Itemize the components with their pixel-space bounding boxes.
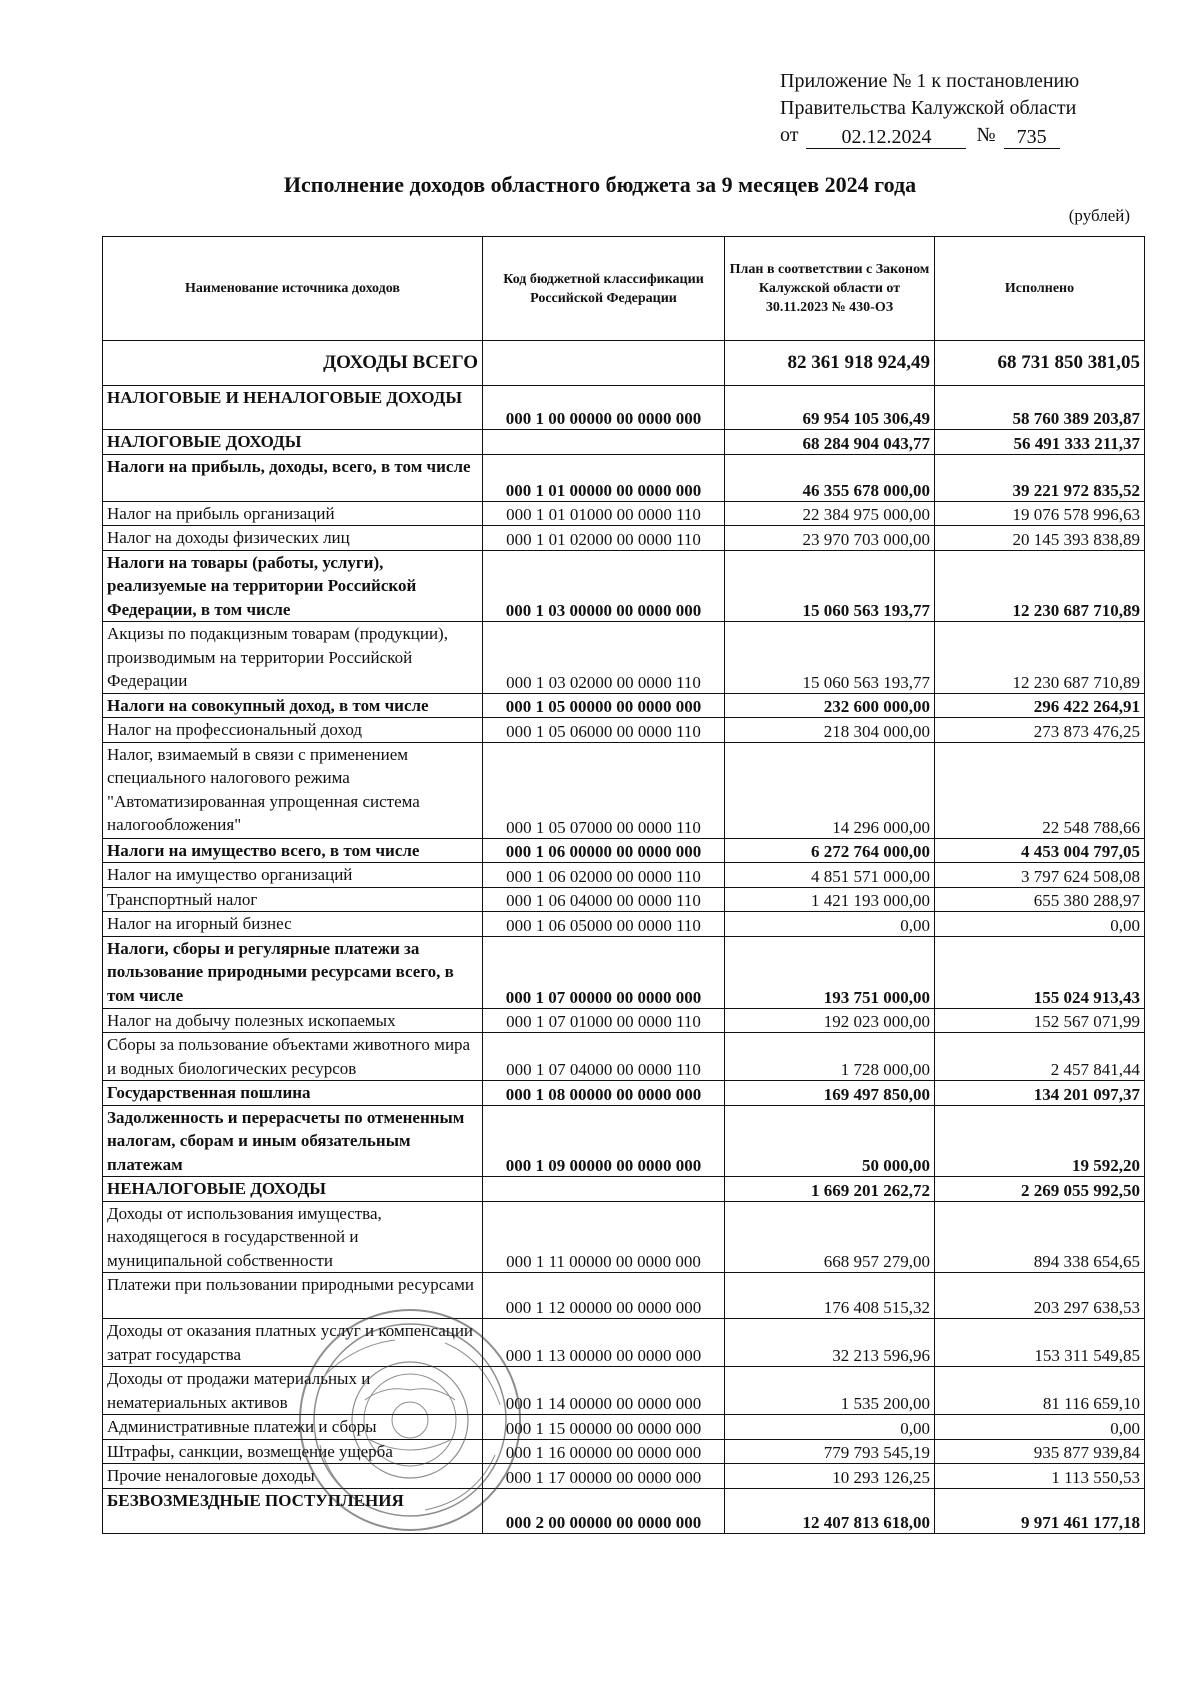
- col-header-code: Код бюджетной классификации Российской Федерации: [483, 237, 725, 341]
- row-done: 58 760 389 203,87: [935, 386, 1145, 430]
- row-name: Налог на имущество организаций: [103, 863, 483, 888]
- row-done: 12 230 687 710,89: [935, 622, 1145, 694]
- row-done: 19 076 578 996,63: [935, 501, 1145, 526]
- row-plan: 169 497 850,00: [725, 1081, 935, 1106]
- row-code: 000 1 07 01000 00 0000 110: [483, 1008, 725, 1033]
- row-name: Сборы за пользование объектами животного мира и водных биологических ресурсов: [103, 1033, 483, 1081]
- row-code: 000 1 11 00000 00 0000 000: [483, 1201, 725, 1273]
- row-done: 56 491 333 211,37: [935, 430, 1145, 455]
- row-plan: 82 361 918 924,49: [725, 341, 935, 386]
- row-done: 2 269 055 992,50: [935, 1177, 1145, 1202]
- row-code: [483, 1177, 725, 1202]
- row-plan: 176 408 515,32: [725, 1273, 935, 1319]
- row-done: 655 380 288,97: [935, 887, 1145, 912]
- table-header-row: [103, 237, 1145, 341]
- row-plan: 46 355 678 000,00: [725, 454, 935, 501]
- row-done: 153 311 549,85: [935, 1319, 1145, 1367]
- row-code: 000 1 13 00000 00 0000 000: [483, 1319, 725, 1367]
- row-plan: 193 751 000,00: [725, 936, 935, 1008]
- table-row: [103, 341, 1145, 386]
- row-code: 000 1 08 00000 00 0000 000: [483, 1081, 725, 1106]
- table-row: [103, 718, 1145, 743]
- row-done: 134 201 097,37: [935, 1081, 1145, 1106]
- row-name: Налоги, сборы и регулярные платежи за пользование природными ресурсами всего, в том числе: [103, 936, 483, 1008]
- row-name: Налог на прибыль организаций: [103, 501, 483, 526]
- row-name: Транспортный налог: [103, 887, 483, 912]
- table-row: [103, 1201, 1145, 1273]
- row-code: 000 1 06 05000 00 0000 110: [483, 912, 725, 937]
- row-code: 000 1 06 02000 00 0000 110: [483, 863, 725, 888]
- row-done: 203 297 638,53: [935, 1273, 1145, 1319]
- table-row: [103, 1177, 1145, 1202]
- row-plan: 192 023 000,00: [725, 1008, 935, 1033]
- row-done: 0,00: [935, 912, 1145, 937]
- row-plan: 10 293 126,25: [725, 1464, 935, 1489]
- row-name: НАЛОГОВЫЕ И НЕНАЛОГОВЫЕ ДОХОДЫ: [103, 386, 483, 430]
- row-plan: 68 284 904 043,77: [725, 430, 935, 455]
- row-done: 12 230 687 710,89: [935, 550, 1145, 622]
- units-label: (рублей): [1068, 206, 1130, 225]
- row-plan: 779 793 545,19: [725, 1439, 935, 1464]
- table-row: [103, 622, 1145, 694]
- row-name: Акцизы по подакцизным товарам (продукции), производимым на территории Российской Федерации: [103, 622, 483, 694]
- row-code: 000 1 07 00000 00 0000 000: [483, 936, 725, 1008]
- row-name: Доходы от использования имущества, находящегося в государственной и муниципальной собственности: [103, 1201, 483, 1273]
- row-plan: 15 060 563 193,77: [725, 622, 935, 694]
- row-code: [483, 430, 725, 455]
- row-plan: 218 304 000,00: [725, 718, 935, 743]
- row-plan: 14 296 000,00: [725, 742, 935, 838]
- row-done: 894 338 654,65: [935, 1201, 1145, 1273]
- row-plan: 50 000,00: [725, 1105, 935, 1177]
- row-name: НАЛОГОВЫЕ ДОХОДЫ: [103, 430, 483, 455]
- row-code: 000 1 16 00000 00 0000 000: [483, 1439, 725, 1464]
- row-code: [483, 341, 725, 386]
- row-name: Налоги на прибыль, доходы, всего, в том числе: [103, 454, 483, 501]
- row-name: БЕЗВОЗМЕЗДНЫЕ ПОСТУПЛЕНИЯ: [103, 1488, 483, 1533]
- revenue-table: [102, 236, 1145, 1534]
- row-code: 000 1 03 02000 00 0000 110: [483, 622, 725, 694]
- row-plan: 1 669 201 262,72: [725, 1177, 935, 1202]
- row-name: Налоги на товары (работы, услуги), реализуемые на территории Российской Федерации, в том числе: [103, 550, 483, 622]
- table-row: [103, 1415, 1145, 1440]
- table-row: [103, 1439, 1145, 1464]
- table-row: [103, 430, 1145, 455]
- row-plan: 0,00: [725, 1415, 935, 1440]
- table-row: [103, 1367, 1145, 1415]
- row-done: 155 024 913,43: [935, 936, 1145, 1008]
- row-name: Налог на профессиональный доход: [103, 718, 483, 743]
- row-name: Платежи при пользовании природными ресурсами: [103, 1273, 483, 1319]
- row-done: 19 592,20: [935, 1105, 1145, 1177]
- row-name: Налог на игорный бизнес: [103, 912, 483, 937]
- row-done: 935 877 939,84: [935, 1439, 1145, 1464]
- row-code: 000 1 05 00000 00 0000 000: [483, 693, 725, 718]
- row-code: 000 1 14 00000 00 0000 000: [483, 1367, 725, 1415]
- row-done: 152 567 071,99: [935, 1008, 1145, 1033]
- table-row: [103, 1273, 1145, 1319]
- row-done: 296 422 264,91: [935, 693, 1145, 718]
- table-row: [103, 550, 1145, 622]
- row-code: 000 1 06 04000 00 0000 110: [483, 887, 725, 912]
- appendix-line-2: Правительства Калужской области: [780, 97, 1077, 119]
- table-row: [103, 1033, 1145, 1081]
- table-row: [103, 454, 1145, 501]
- row-plan: 6 272 764 000,00: [725, 838, 935, 863]
- document-title: Исполнение доходов областного бюджета за 9 месяцев 2024 года: [283, 172, 917, 197]
- row-done: 4 453 004 797,05: [935, 838, 1145, 863]
- row-plan: 4 851 571 000,00: [725, 863, 935, 888]
- row-done: 1 113 550,53: [935, 1464, 1145, 1489]
- row-name: Штрафы, санкции, возмещение ущерба: [103, 1439, 483, 1464]
- resolution-date: 02.12.2024: [806, 126, 966, 149]
- row-name: Государственная пошлина: [103, 1081, 483, 1106]
- row-code: 000 1 05 06000 00 0000 110: [483, 718, 725, 743]
- row-plan: 0,00: [725, 912, 935, 937]
- appendix-header: [780, 68, 1140, 149]
- row-name: Доходы от оказания платных услуг и компенсации затрат государства: [103, 1319, 483, 1367]
- table-row: [103, 1008, 1145, 1033]
- row-code: 000 1 07 04000 00 0000 110: [483, 1033, 725, 1081]
- from-label: от: [780, 124, 799, 146]
- row-plan: 1 728 000,00: [725, 1033, 935, 1081]
- row-code: 000 1 05 07000 00 0000 110: [483, 742, 725, 838]
- row-name: Административные платежи и сборы: [103, 1415, 483, 1440]
- row-name: Прочие неналоговые доходы: [103, 1464, 483, 1489]
- row-done: 81 116 659,10: [935, 1367, 1145, 1415]
- row-name: Налог на доходы физических лиц: [103, 526, 483, 551]
- row-name: Налоги на имущество всего, в том числе: [103, 838, 483, 863]
- row-done: 0,00: [935, 1415, 1145, 1440]
- row-code: 000 1 00 00000 00 0000 000: [483, 386, 725, 430]
- row-done: 68 731 850 381,05: [935, 341, 1145, 386]
- row-done: 20 145 393 838,89: [935, 526, 1145, 551]
- row-done: 2 457 841,44: [935, 1033, 1145, 1081]
- table-row: [103, 386, 1145, 430]
- table-row: [103, 1464, 1145, 1489]
- row-done: 3 797 624 508,08: [935, 863, 1145, 888]
- row-plan: 1 421 193 000,00: [725, 887, 935, 912]
- row-name: Налог, взимаемый в связи с применением специального налогового режима "Автоматизированная упрощенная система налогообложения": [103, 742, 483, 838]
- row-plan: 22 384 975 000,00: [725, 501, 935, 526]
- table-row: [103, 912, 1145, 937]
- row-code: 000 1 15 00000 00 0000 000: [483, 1415, 725, 1440]
- row-code: 000 1 06 00000 00 0000 000: [483, 838, 725, 863]
- number-label: №: [976, 124, 996, 146]
- row-name: Налог на добычу полезных ископаемых: [103, 1008, 483, 1033]
- col-header-done: Исполнено: [935, 237, 1145, 341]
- resolution-number: 735: [1004, 126, 1060, 149]
- row-code: 000 1 03 00000 00 0000 000: [483, 550, 725, 622]
- row-plan: 69 954 105 306,49: [725, 386, 935, 430]
- row-plan: 1 535 200,00: [725, 1367, 935, 1415]
- table-row: [103, 742, 1145, 838]
- table-row: [103, 863, 1145, 888]
- table-row: [103, 1319, 1145, 1367]
- table-row: [103, 1105, 1145, 1177]
- table-row: [103, 693, 1145, 718]
- col-header-plan: План в соответствии с Законом Калужской области от 30.11.2023 № 430-ОЗ: [725, 237, 935, 341]
- row-code: 000 1 12 00000 00 0000 000: [483, 1273, 725, 1319]
- row-name: НЕНАЛОГОВЫЕ ДОХОДЫ: [103, 1177, 483, 1202]
- table-row: [103, 501, 1145, 526]
- row-done: 9 971 461 177,18: [935, 1488, 1145, 1533]
- appendix-line-1: Приложение № 1 к постановлению: [780, 70, 1080, 92]
- row-name: Задолженность и перерасчеты по отмененным налогам, сборам и иным обязательным платежам: [103, 1105, 483, 1177]
- col-header-name: Наименование источника доходов: [103, 237, 483, 341]
- row-done: 22 548 788,66: [935, 742, 1145, 838]
- table-row: [103, 526, 1145, 551]
- row-done: 39 221 972 835,52: [935, 454, 1145, 501]
- row-name: Доходы от продажи материальных и нематериальных активов: [103, 1367, 483, 1415]
- row-plan: 668 957 279,00: [725, 1201, 935, 1273]
- row-code: 000 1 09 00000 00 0000 000: [483, 1105, 725, 1177]
- row-plan: 12 407 813 618,00: [725, 1488, 935, 1533]
- row-code: 000 1 01 01000 00 0000 110: [483, 501, 725, 526]
- row-name: Налоги на совокупный доход, в том числе: [103, 693, 483, 718]
- row-plan: 32 213 596,96: [725, 1319, 935, 1367]
- row-name: ДОХОДЫ ВСЕГО: [103, 341, 483, 386]
- table-row: [103, 936, 1145, 1008]
- row-code: 000 1 01 00000 00 0000 000: [483, 454, 725, 501]
- row-done: 273 873 476,25: [935, 718, 1145, 743]
- row-code: 000 1 17 00000 00 0000 000: [483, 1464, 725, 1489]
- table-row: [103, 1081, 1145, 1106]
- row-plan: 15 060 563 193,77: [725, 550, 935, 622]
- row-code: 000 2 00 00000 00 0000 000: [483, 1488, 725, 1533]
- appendix-date-line: [780, 122, 1140, 149]
- row-plan: 232 600 000,00: [725, 693, 935, 718]
- table-row: [103, 838, 1145, 863]
- row-code: 000 1 01 02000 00 0000 110: [483, 526, 725, 551]
- table-row: [103, 887, 1145, 912]
- table-row: [103, 1488, 1145, 1533]
- row-plan: 23 970 703 000,00: [725, 526, 935, 551]
